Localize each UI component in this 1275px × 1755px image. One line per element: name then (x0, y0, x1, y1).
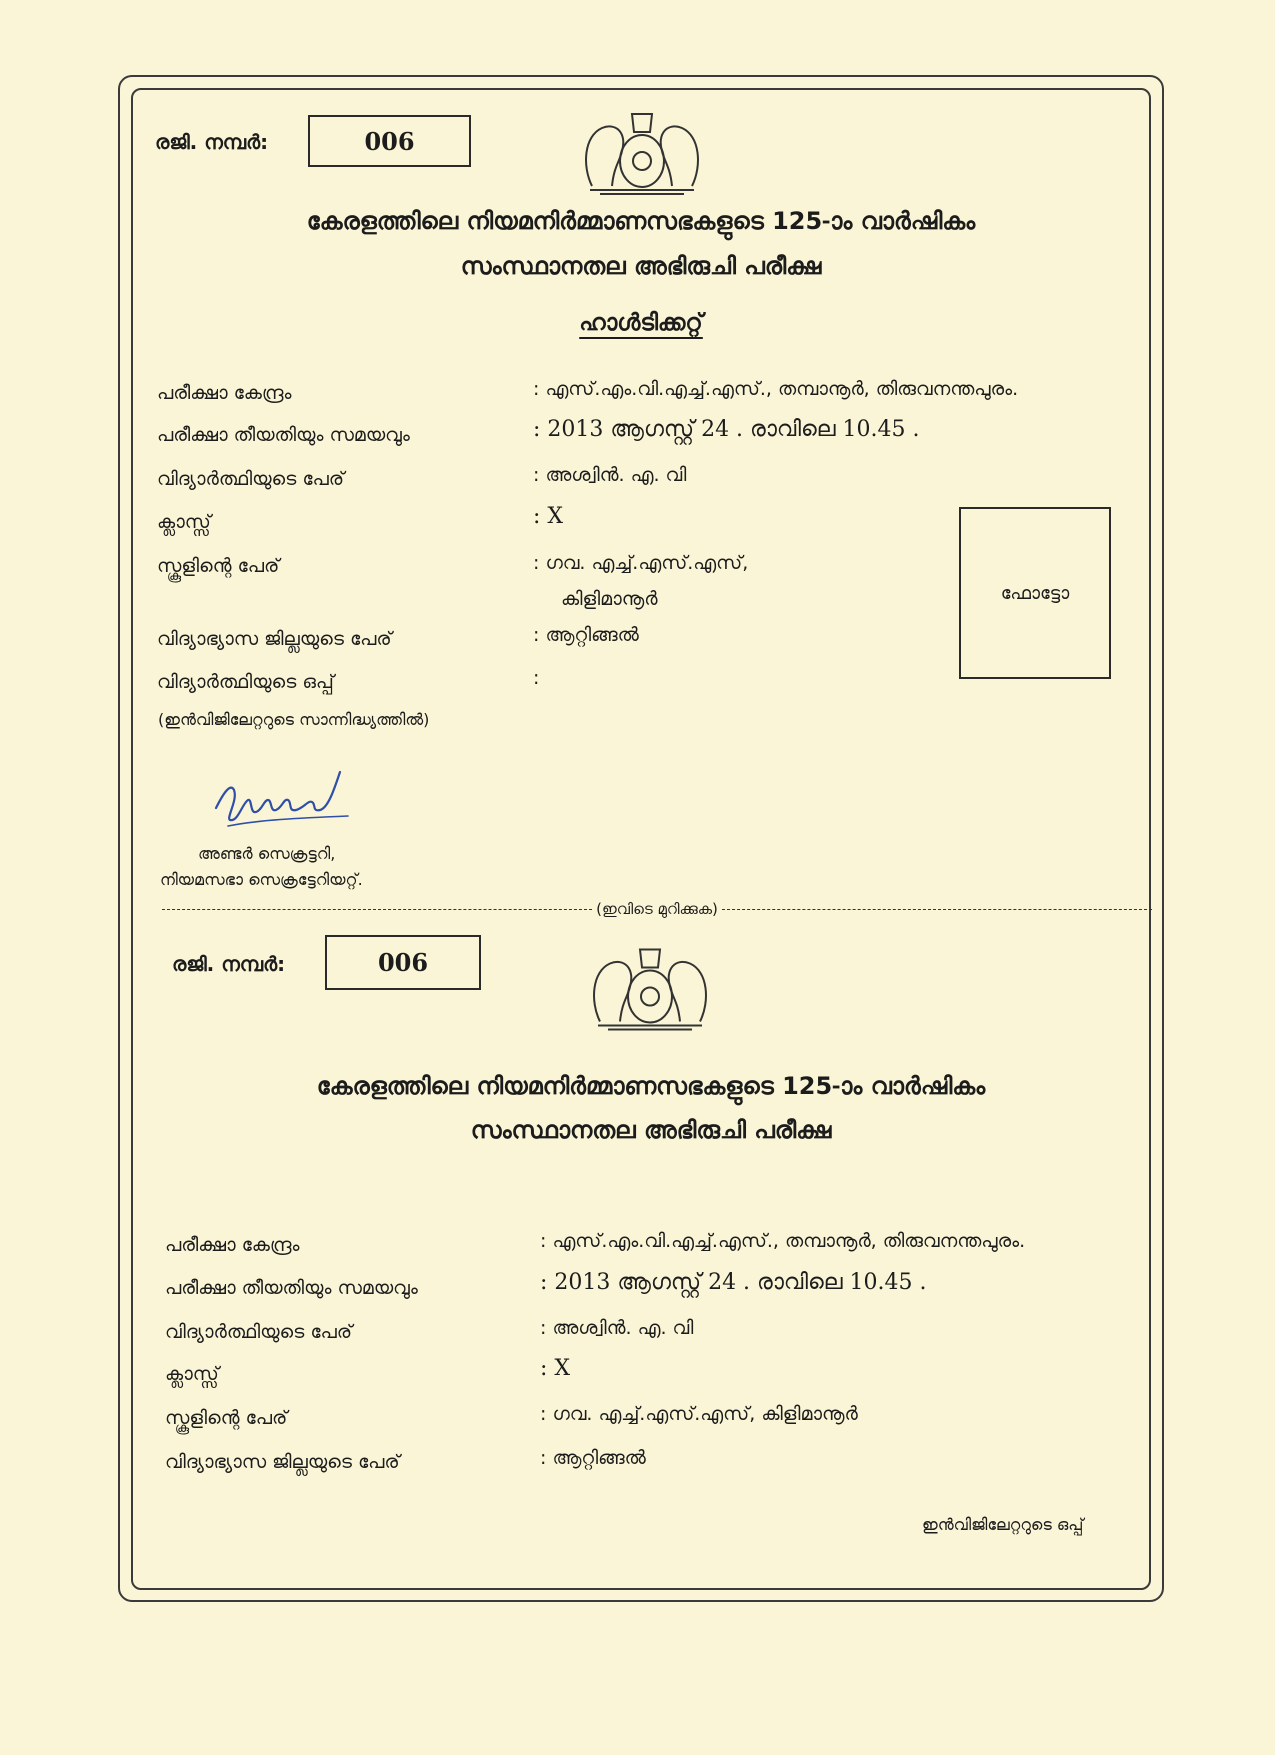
reg-label: രജി. നമ്പർ: (155, 130, 269, 154)
photo-label: ഫോട്ടോ (1000, 582, 1070, 604)
field-value: : (533, 667, 540, 689)
reg-number: 006 (364, 126, 415, 156)
signatory-office: നിയമസഭാ സെക്രട്ടേറിയറ്റ്. (160, 870, 363, 889)
invigilator-note: (ഇൻവിജിലേറ്ററുടെ സാന്നിദ്ധ്യത്തിൽ) (158, 710, 430, 729)
photo-box (959, 507, 1111, 679)
reg-label: രജി. നമ്പർ: (172, 952, 286, 976)
field-value: : ഗവ. എച്ച്.എസ്.എസ്, (533, 552, 749, 574)
field-label: പരീക്ഷാ കേന്ദ്രം (157, 382, 292, 404)
kerala-emblem-icon (580, 940, 720, 1035)
field-label: പരീക്ഷാ തീയതിയും സമയവും (165, 1277, 418, 1299)
field-value: : 2013 ആഗസ്റ്റ് 24 . രാവിലെ 10.45 . (540, 1270, 927, 1295)
cut-line (162, 900, 1152, 918)
signature-mark (208, 760, 358, 840)
page-subtitle: സംസ്ഥാനതല അഭിരുചി പരീക്ഷ (460, 252, 822, 280)
hall-ticket-heading: ഹാൾടിക്കറ്റ് (579, 310, 703, 336)
field-label: ക്ലാസ്സ് (165, 1363, 219, 1385)
field-label: വിദ്യാർത്ഥിയുടെ ഒപ്പ് (157, 671, 334, 693)
field-value: : ഗവ. എച്ച്.എസ്.എസ്, കിളിമാനൂർ (540, 1403, 858, 1425)
field-label: ക്ലാസ്സ് (157, 511, 211, 533)
field-label: സ്കൂളിന്റെ പേര് (157, 555, 280, 577)
invigilator-signature-label: ഇൻവിജിലേറ്ററുടെ ഒപ്പ് (922, 1515, 1084, 1534)
reg-number-box (325, 935, 481, 990)
field-label: പരീക്ഷാ തീയതിയും സമയവും (157, 424, 410, 446)
field-label: പരീക്ഷാ കേന്ദ്രം (165, 1234, 300, 1256)
field-value: : X (533, 504, 564, 529)
field-label: വിദ്യാർത്ഥിയുടെ പേര് (165, 1321, 353, 1343)
field-value: : ആറ്റിങ്ങൽ (533, 624, 639, 646)
kerala-emblem-icon (572, 106, 712, 198)
reg-number: 006 (377, 948, 429, 977)
field-label: സ്കൂളിന്റെ പേര് (165, 1407, 288, 1429)
field-value: : ആറ്റിങ്ങൽ (540, 1447, 646, 1469)
page-title: കേരളത്തിലെ നിയമനിർമ്മാണസഭകളുടെ 125-ാം വാർഷികം (306, 207, 976, 235)
reg-number-box (308, 115, 471, 167)
field-label: വിദ്യാർത്ഥിയുടെ പേര് (157, 468, 345, 490)
field-value: : എസ്.എം.വി.എച്ച്.എസ്., തമ്പാനൂർ, തിരുവനന്തപുരം. (533, 378, 1019, 400)
field-label: വിദ്യാഭ്യാസ ജില്ലയുടെ പേര് (157, 628, 392, 650)
field-value: : 2013 ആഗസ്റ്റ് 24 . രാവിലെ 10.45 . (533, 417, 920, 442)
cut-line-label: (ഇവിടെ മുറിക്കുക) (596, 900, 718, 918)
field-value: : X (540, 1356, 571, 1381)
page-title: കേരളത്തിലെ നിയമനിർമ്മാണസഭകളുടെ 125-ാം വാർഷികം (316, 1072, 986, 1100)
page-subtitle: സംസ്ഥാനതല അഭിരുചി പരീക്ഷ (470, 1116, 832, 1144)
field-value: : അശ്വിൻ. എ. വി (540, 1317, 694, 1339)
field-label: വിദ്യാഭ്യാസ ജില്ലയുടെ പേര് (165, 1451, 400, 1473)
field-value-cont: കിളിമാനൂർ (561, 588, 658, 610)
field-value: : അശ്വിൻ. എ. വി (533, 464, 687, 486)
field-value: : എസ്.എം.വി.എച്ച്.എസ്., തമ്പാനൂർ, തിരുവനന്തപുരം. (540, 1230, 1026, 1252)
signatory-title: അണ്ടർ സെക്രട്ടറി, (198, 844, 336, 863)
